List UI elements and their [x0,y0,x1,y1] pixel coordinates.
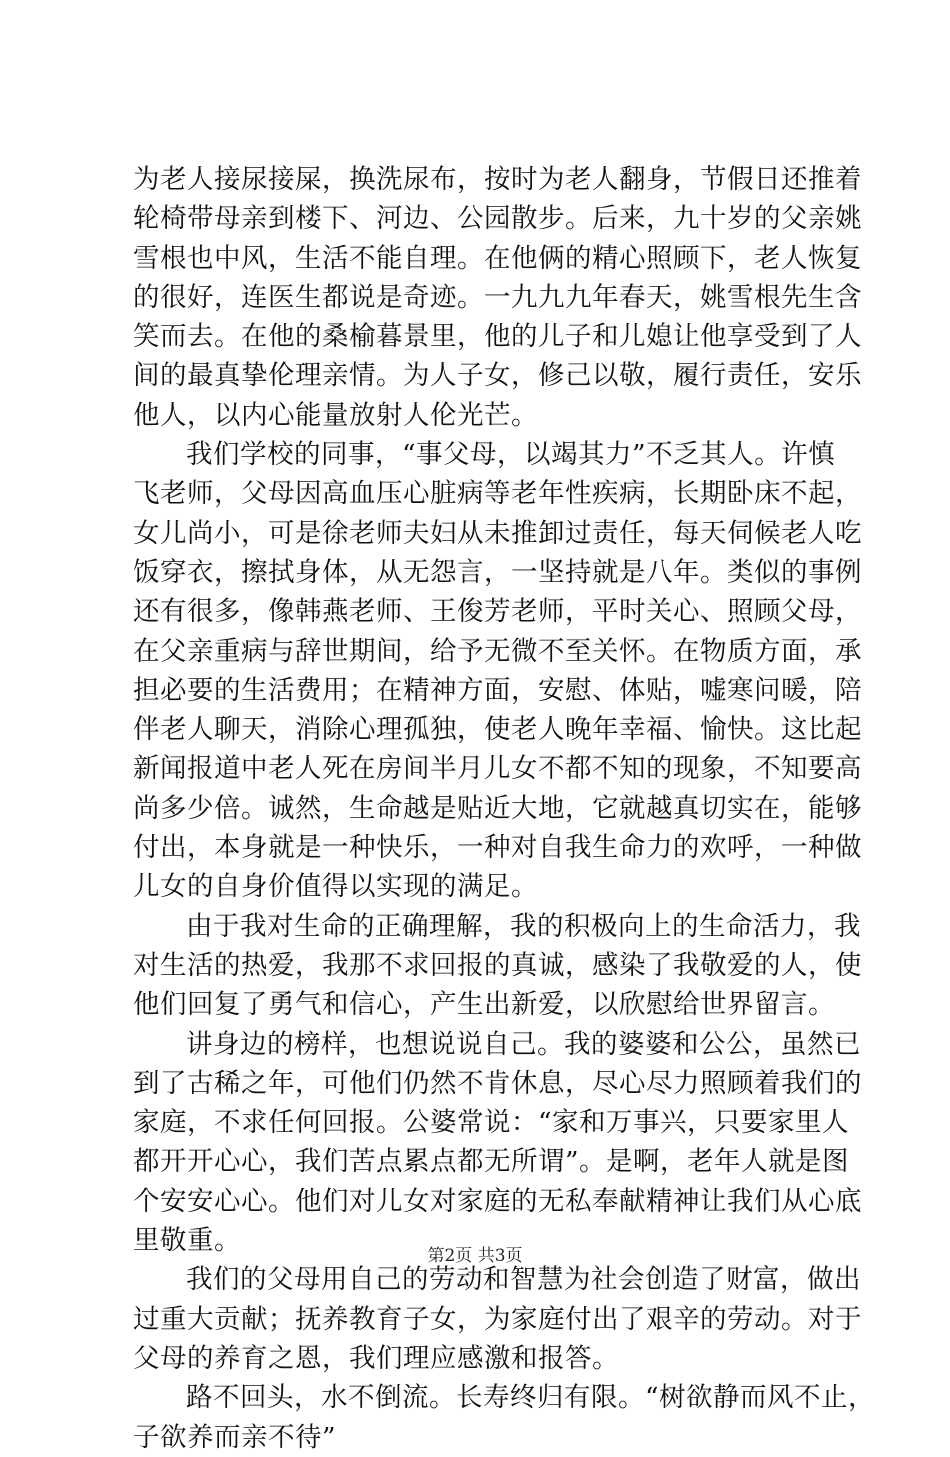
paragraph-start-line: 我们的父母用自己的劳动和智慧为社会创造了财富，做出 [186,1264,861,1296]
paragraph-start-line: 讲身边的榜样，也想说说自己。我的婆婆和公公，虽然已 [186,1028,861,1060]
text-line: 笑而去。在他的桑榆暮景里，他的儿子和儿媳让他享受到了人 [133,321,862,353]
text-line: 个安安心心。他们对儿女对家庭的无私奉献精神让我们从心底 [133,1185,862,1217]
text-line: 子欲养而亲不待” [133,1421,337,1453]
text-line: 里敬重。 [133,1225,241,1257]
text-line: 飞老师，父母因高血压心脏病等老年性疾病，长期卧床不起， [133,478,862,510]
text-line: 为老人接尿接屎，换洗尿布，按时为老人翻身，节假日还推着 [133,164,862,195]
text-line: 付出，本身就是一种快乐，一种对自我生命力的欢呼，一种做 [133,832,862,864]
text-line: 都开开心心，我们苦点累点都无所谓”。是啊，老年人就是图 [133,1146,850,1178]
text-line: 轮椅带母亲到楼下、河边、公园散步。后来，九十岁的父亲姚 [133,203,862,235]
paragraph-start-line: 我们学校的同事，“事父母，以竭其力”不乏其人。许慎 [186,439,836,471]
text-line: 尚多少倍。诚然，生命越是贴近大地，它就越真切实在，能够 [133,792,862,824]
paragraph-start-line: 由于我对生命的正确理解，我的积极向上的生命活力，我 [186,910,861,942]
text-line: 家庭，不求任何回报。公婆常说：“家和万事兴，只要家里人 [133,1107,850,1139]
text-line: 女儿尚小，可是徐老师夫妇从未推卸过责任，每天伺候老人吃 [133,517,862,549]
text-line: 新闻报道中老人死在房间半月儿女不都不知的现象，不知要高 [133,753,862,785]
text-line: 饭穿衣，擦拭身体，从无怨言，一坚持就是八年。类似的事例 [133,556,862,588]
text-line: 担必要的生活费用；在精神方面，安慰、体贴，嘘寒问暖，陪 [133,674,862,706]
page-footer: 第2页 共3页 [427,1246,523,1266]
paragraph-start-line: 路不回头，水不倒流。长寿终归有限。“树欲静而风不止， [186,1382,876,1414]
text-line: 的很好，连医生都说是奇迹。一九九九年春天，姚雪根先生含 [133,281,862,313]
text-line: 在父亲重病与辞世期间，给予无微不至关怀。在物质方面，承 [133,635,862,667]
text-line: 过重大贡献；抚养教育子女，为家庭付出了艰辛的劳动。对于 [133,1303,862,1335]
text-line: 间的最真挚伦理亲情。为人子女，修己以敬，履行责任，安乐 [133,360,862,392]
text-line: 雪根也中风，生活不能自理。在他俩的精心照顾下，老人恢复 [133,242,862,274]
text-line: 儿女的自身价值得以实现的满足。 [133,871,538,903]
text-line: 伴老人聊天，消除心理孤独，使老人晚年幸福、愉快。这比起 [133,714,862,746]
text-line: 到了古稀之年，可他们仍然不肯休息，尽心尽力照顾着我们的 [133,1067,862,1099]
text-line: 他人，以内心能量放射人伦光芒。 [133,399,538,431]
text-line: 对生活的热爱，我那不求回报的真诚，感染了我敬爱的人，使 [133,949,862,981]
text-line: 还有很多，像韩燕老师、王俊芳老师，平时关心、照顾父母， [133,596,862,628]
text-line: 父母的养育之恩，我们理应感激和报答。 [133,1342,619,1374]
text-line: 他们回复了勇气和信心，产生出新爱，以欣慰给世界留言。 [133,989,835,1021]
